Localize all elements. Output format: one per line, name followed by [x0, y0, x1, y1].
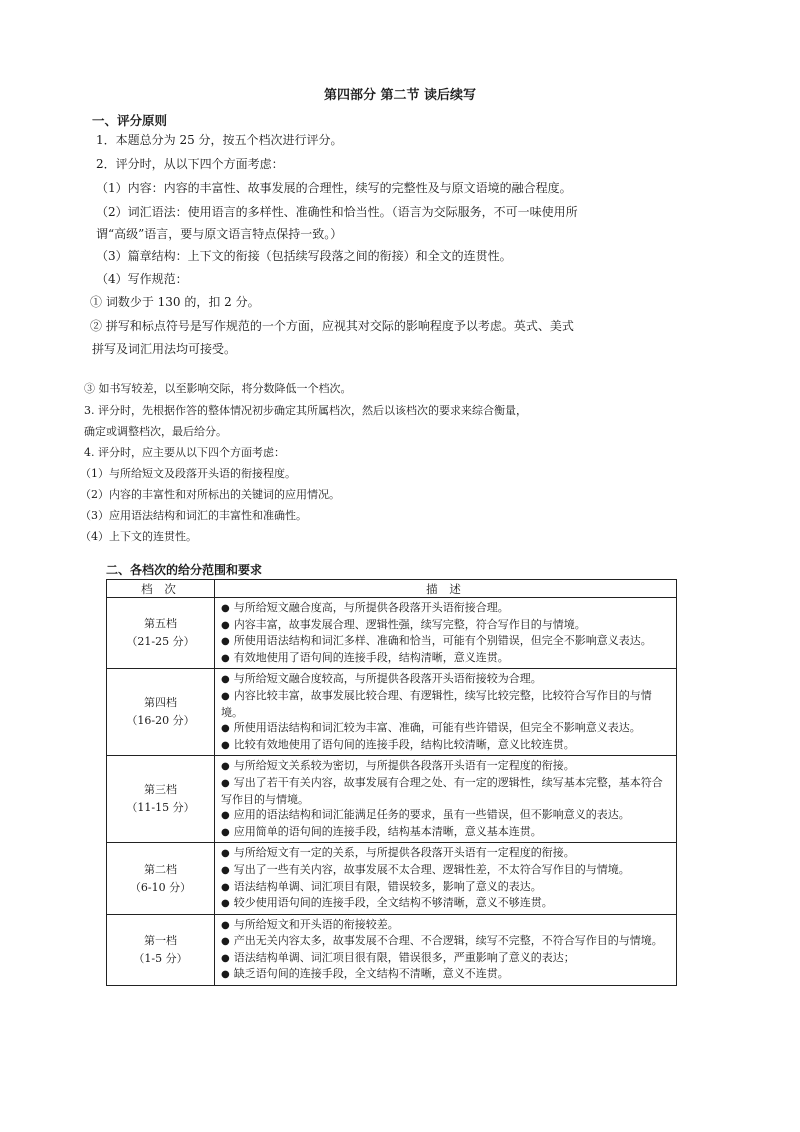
level-range: （6-10 分） — [129, 880, 192, 894]
list-item: ● 缺乏语句间的连接手段，全文结构不清晰，意义不连贯。 — [221, 967, 509, 981]
bullet-icon: ● — [221, 810, 230, 822]
list-item: ● 语法结构单调、词汇项目很有限，错误很多，严重影响了意义的表达； — [221, 950, 575, 964]
principle-line: 谓“高级”语言，要与原文语言特点保持一致。） — [96, 227, 343, 241]
table-row — [107, 843, 677, 914]
list-item: ● 与所给短文有一定的关系，与所提供各段落开头语有一定程度的衔接。 — [221, 846, 575, 860]
page-title: 第四部分 第二节 读后续写 — [323, 88, 477, 103]
principle-line: （4）写作规范： — [96, 272, 188, 286]
list-item: ● 所使用语法结构和词汇多样、准确和恰当，可能有个别错误，但完全不影响意义表达。 — [221, 634, 652, 648]
principle-line: （3）应用语法结构和词汇的丰富性和准确性。 — [80, 509, 307, 522]
list-item: ● 写出了一些有关内容，故事发展不太合理、逻辑性差，不太符合写作目的与情境。 — [221, 862, 630, 876]
principle-line: 4. 评分时，应主要从以下四个方面考虑： — [84, 446, 285, 459]
level-cell — [107, 843, 215, 914]
table-row — [107, 756, 677, 843]
principle-line: （2）内容的丰富性和对所标出的关键词的应用情况。 — [80, 488, 340, 501]
description-cell — [215, 669, 677, 756]
level-range: （21-25 分） — [126, 635, 195, 649]
header-description: 描 述 — [215, 580, 677, 598]
list-item: ● 比较有效地使用了语句间的连接手段，结构比较清晰，意义比较连贯。 — [221, 737, 575, 751]
level-range: （16-20 分） — [126, 714, 195, 728]
bullet-icon: ● — [221, 848, 230, 860]
list-item: ● 语法结构单调、词汇项目有限，错误较多，影响了意义的表达。 — [221, 879, 542, 893]
bullet-icon: ● — [221, 969, 230, 981]
description-cell — [215, 598, 677, 669]
bullet-icon: ● — [221, 952, 230, 964]
principle-line: ① 词数少于 130 的，扣 2 分。 — [90, 295, 260, 309]
bullet-icon: ● — [221, 919, 230, 931]
level-name: 第四档 — [144, 696, 177, 710]
bullet-icon: ● — [221, 690, 230, 702]
bullet-icon: ● — [221, 636, 230, 648]
description-cell — [215, 843, 677, 914]
principle-line: ③ 如书写较差，以至影响交际，将分数降低一个档次。 — [84, 382, 352, 395]
level-range: （11-15 分） — [126, 801, 195, 815]
list-item: ● 与所给短文和开头语的衔接较差。 — [221, 917, 399, 931]
level-cell — [107, 598, 215, 669]
bullet-icon: ● — [221, 826, 230, 838]
section-heading-scoring-principles: 一、评分原则 — [92, 113, 168, 128]
level-name: 第一档 — [144, 933, 177, 947]
list-item: ● 写出了若干有关内容，故事发展有合理之处、有一定的逻辑性，续写基本完整，基本符合写作目的与情境。 — [221, 775, 663, 806]
level-cell — [107, 756, 215, 843]
bullet-icon: ● — [221, 761, 230, 773]
bullet-icon: ● — [221, 777, 230, 789]
header-level: 档 次 — [107, 580, 215, 598]
table-header-row — [107, 580, 677, 598]
principle-line: ② 拼写和标点符号是写作规范的一个方面，应视其对交际的影响程度予以考虑。英式、美式 — [90, 319, 574, 333]
principle-line: （1）内容：内容的丰富性、故事发展的合理性，续写的完整性及与原文语境的融合程度。 — [96, 181, 572, 195]
table-row — [107, 914, 677, 985]
bullet-icon: ● — [221, 898, 230, 910]
bullet-icon: ● — [221, 652, 230, 664]
principle-line: 拼写及词汇用法均可接受。 — [92, 342, 237, 356]
section-heading-grade-bands: 二、各档次的给分范围和要求 — [106, 563, 263, 577]
list-item: ● 与所给短文融合度较高，与所提供各段落开头语衔接较为合理。 — [221, 672, 542, 686]
list-item: ● 与所给短文关系较为密切，与所提供各段落开头语有一定程度的衔接。 — [221, 759, 575, 773]
principle-line: （2）词汇语法：使用语言的多样性、准确性和恰当性。（语言为交际服务，不可一味使用所 — [96, 205, 578, 219]
principle-line: 确定或调整档次，最后给分。 — [84, 425, 227, 438]
principle-line: （4）上下文的连贯性。 — [80, 530, 197, 543]
list-item: ● 内容丰富，故事发展合理、逻辑性强，续写完整，符合写作目的与情境。 — [221, 617, 586, 631]
list-item: ● 内容比较丰富，故事发展比较合理、有逻辑性，续写比较完整，比较符合写作目的与情境。 — [221, 688, 652, 719]
table-row — [107, 669, 677, 756]
list-item: ● 与所给短文融合度高，与所提供各段落开头语衔接合理。 — [221, 601, 509, 614]
level-cell — [107, 669, 215, 756]
list-item: ● 产出无关内容太多，故事发展不合理、不合逻辑，续写不完整，不符合写作目的与情境。 — [221, 934, 663, 948]
principle-line: 1．本题总分为 25 分，按五个档次进行评分。 — [96, 133, 343, 147]
description-cell — [215, 914, 677, 985]
grade-table — [106, 579, 677, 986]
description-cell — [215, 756, 677, 843]
principle-line: （1）与所给短文及段落开头语的衔接程度。 — [80, 467, 296, 480]
level-range: （1-5 分） — [133, 951, 188, 965]
principle-line: 2．评分时，从以下四个方面考虑： — [96, 157, 284, 171]
list-item: ● 应用的语法结构和词汇能满足任务的要求，虽有一些错误，但不影响意义的表达。 — [221, 808, 630, 822]
level-cell — [107, 914, 215, 985]
list-item: ● 应用简单的语句间的连接手段，结构基本清晰，意义基本连贯。 — [221, 824, 542, 838]
level-name: 第三档 — [144, 783, 177, 797]
bullet-icon: ● — [221, 603, 230, 614]
bullet-icon: ● — [221, 674, 230, 686]
bullet-icon: ● — [221, 739, 230, 751]
table-row — [107, 598, 677, 669]
level-name: 第五档 — [144, 617, 177, 631]
level-name: 第二档 — [144, 862, 177, 876]
bullet-icon: ● — [221, 881, 230, 893]
list-item: ● 较少使用语句间的连接手段，全文结构不够清晰，意义不够连贯。 — [221, 896, 553, 910]
bullet-icon: ● — [221, 864, 230, 876]
principle-line: 3. 评分时，先根据作答的整体情况初步确定其所属档次，然后以该档次的要求来综合衡量， — [84, 404, 527, 417]
list-item: ● 所使用语法结构和词汇较为丰富、准确，可能有些许错误，但完全不影响意义表达。 — [221, 721, 641, 735]
list-item: ● 有效地使用了语句间的连接手段，结构清晰，意义连贯。 — [221, 650, 509, 664]
bullet-icon: ● — [221, 619, 230, 631]
principle-line: （3）篇章结构：上下文的衔接（包括续写段落之间的衔接）和全文的连贯性。 — [96, 249, 512, 263]
bullet-icon: ● — [221, 936, 230, 948]
bullet-icon: ● — [221, 723, 230, 735]
